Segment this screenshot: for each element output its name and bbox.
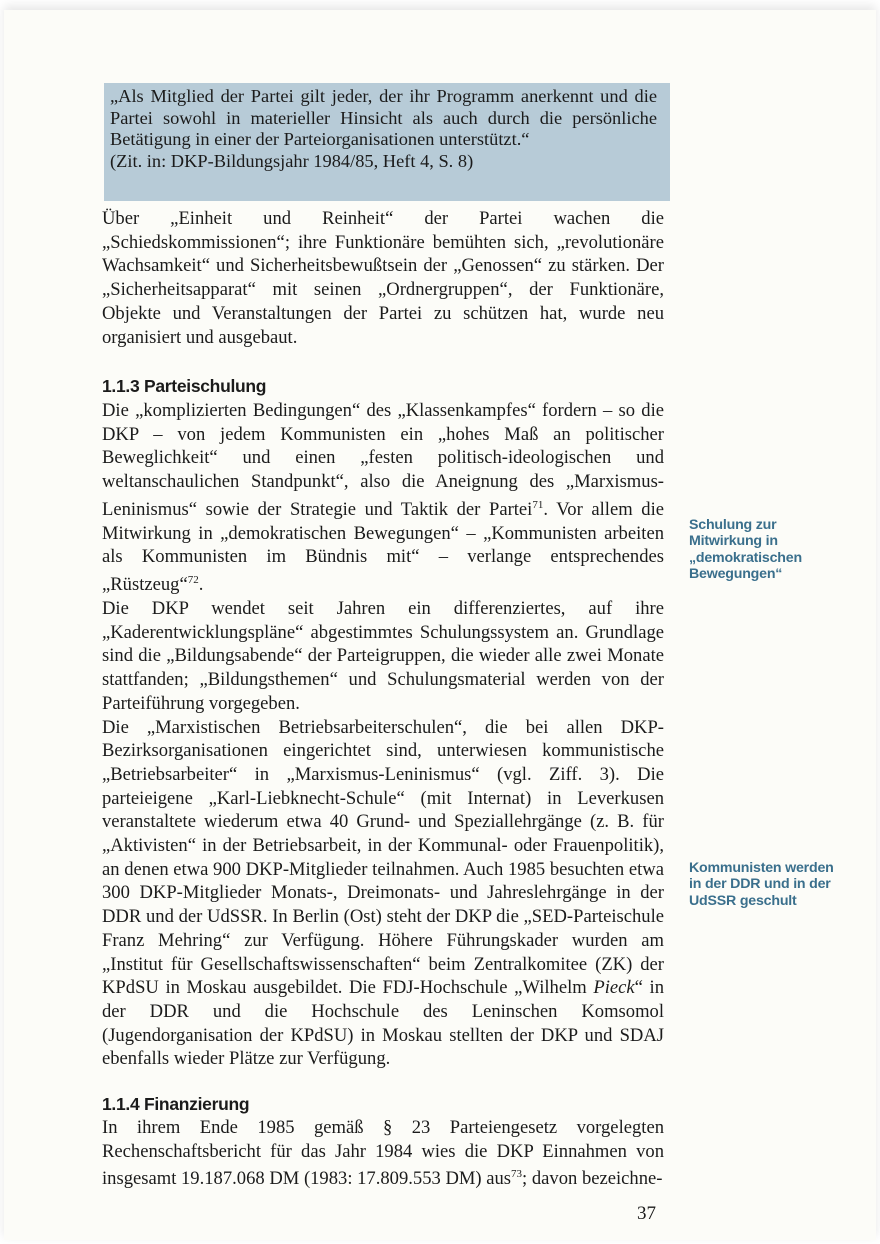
quote-text (110, 86, 657, 173)
section-heading-finanzierung: 1.1.4 Finanzierung (102, 1094, 250, 1114)
section-heading-parteischulung: 1.1.3 Parteischulung (102, 376, 267, 396)
quote-source: (Zit. in: DKP-Bildungsjahr 1984/85, Heft 4, S. 8) (110, 151, 474, 172)
page-number: 37 (637, 1203, 656, 1224)
margin-note-schulung: Schulung zur Mitwirkung in „demokratischen Bewegungen“ (689, 517, 802, 583)
footnote-ref: 71 (532, 498, 544, 511)
paragraph-text: “ in der DDR und die Hochschule des Leninschen Komsomol (Jugendorganisation der KPdSU) in Moskau stellten der DKP und SDAJ ebenfalls wieder Plätze zur Verfügung. (102, 977, 664, 1070)
margin-note-kommunisten: Kommunisten werden in der DDR und in der UdSSR geschult (689, 860, 834, 909)
paragraph (102, 716, 664, 1072)
section-body-finanzierung (102, 1116, 664, 1191)
paragraph: Die DKP wendet seit Jahren ein differenziertes, auf ihre „Kaderentwicklungspläne“ abgestimmtes Schulungssystem an. Grundlage sind die „Bildungsabende“ der Parteigruppen, die wieder alle zwei Monate stattfanden; „Bildungsthemen“ und Schulungsmaterial werden von der Parteiführung vorgegeben. (102, 598, 664, 714)
italic-name: Pieck (593, 977, 635, 999)
quote-body: „Als Mitglied der Partei gilt jeder, der ihr Programm anerkennt und die Partei sowohl in materieller Hinsicht als auch durch die persönliche Betätigung in einer der Parteiorganisationen unterstützt.“ (110, 86, 657, 150)
intro-paragraph (102, 207, 664, 349)
paragraph-text: . (198, 574, 204, 596)
paragraph (102, 399, 664, 597)
paragraph-text: Die „komplizierten Bedingungen“ des „Klassenkampfes“ fordern – so die DKP – von jedem Kommunisten ein „hohes Maß an politischer Beweglichkeit“ und einen „festen politisch-ideologischen und weltanschaulichen Standpunkt“, also die Aneignung des „Marxismus-Leninismus“ sowie der Strategie und Taktik der Partei (102, 400, 664, 520)
paragraph-text: ; davon bezeichne- (522, 1168, 663, 1190)
paragraph-text: In ihrem Ende 1985 gemäß § 23 Parteiengesetz vorgelegten Rechenschaftsbericht für das Jahr 1984 wies die DKP Einnahmen von insgesamt 19.187.068 DM (1983: 17.809.553 DM) aus (102, 1117, 664, 1190)
paragraph-text: . Vor allem die Mitwirkung in „demokratischen Bewegungen“ – „Kommunisten arbeiten als Kommunisten im Bündnis mit“ – verlange entsprechendes „Rüstzeug“ (102, 499, 664, 596)
intro-text: Über „Einheit und Reinheit“ der Partei wachen die „Schiedskommissionen“; ihre Funktionäre bemühten sich, „revolutionäre Wachsamkeit“ und Sicherheitsbewußtsein der „Genossen“ zu stärken. Der „Sicherheitsapparat“ mit seinen „Ordnergruppen“, der Funktionäre, Objekte und Veranstaltungen der Partei zu schützen hat, wurde neu organisiert und ausgebaut. (102, 208, 664, 348)
section-body-parteischulung (102, 399, 664, 1071)
paragraph-text: Die „Marxistischen Betriebsarbeiterschulen“, die bei allen DKP-Bezirksorganisationen eingerichtet sind, unterwiesen kommunistische „Betriebsarbeiter“ in „Marxismus-Leninismus“ (vgl. Ziff. 3). Die parteieigene „Karl-Liebknecht-Schule“ (mit Internat) in Leverkusen veranstaltete wiederum etwa 40 Grund- und Speziallehrgänge (z. B. für „Aktivisten“ in der Betriebsarbeit, in der Kommunal- oder Frauenpolitik), an denen etwa 900 DKP-Mitglieder teilnahmen. Auch 1985 besuchten etwa 300 DKP-Mitglieder Monats-, Dreimonats- und Jahreslehrgänge in der DDR und der UdSSR. In Berlin (Ost) steht der DKP die „SED-Parteischule Franz Mehring“ zur Verfügung. Höhere Führungskader wurden am „Institut für Gesellschaftswissenschaften“ beim Zentralkomitee (ZK) der KPdSU in Moskau ausgebildet. Die FDJ-Hochschule „Wilhelm (102, 716, 664, 999)
footnote-ref: 72 (187, 574, 199, 587)
paragraph (102, 1116, 664, 1191)
footnote-ref: 73 (511, 1168, 523, 1181)
